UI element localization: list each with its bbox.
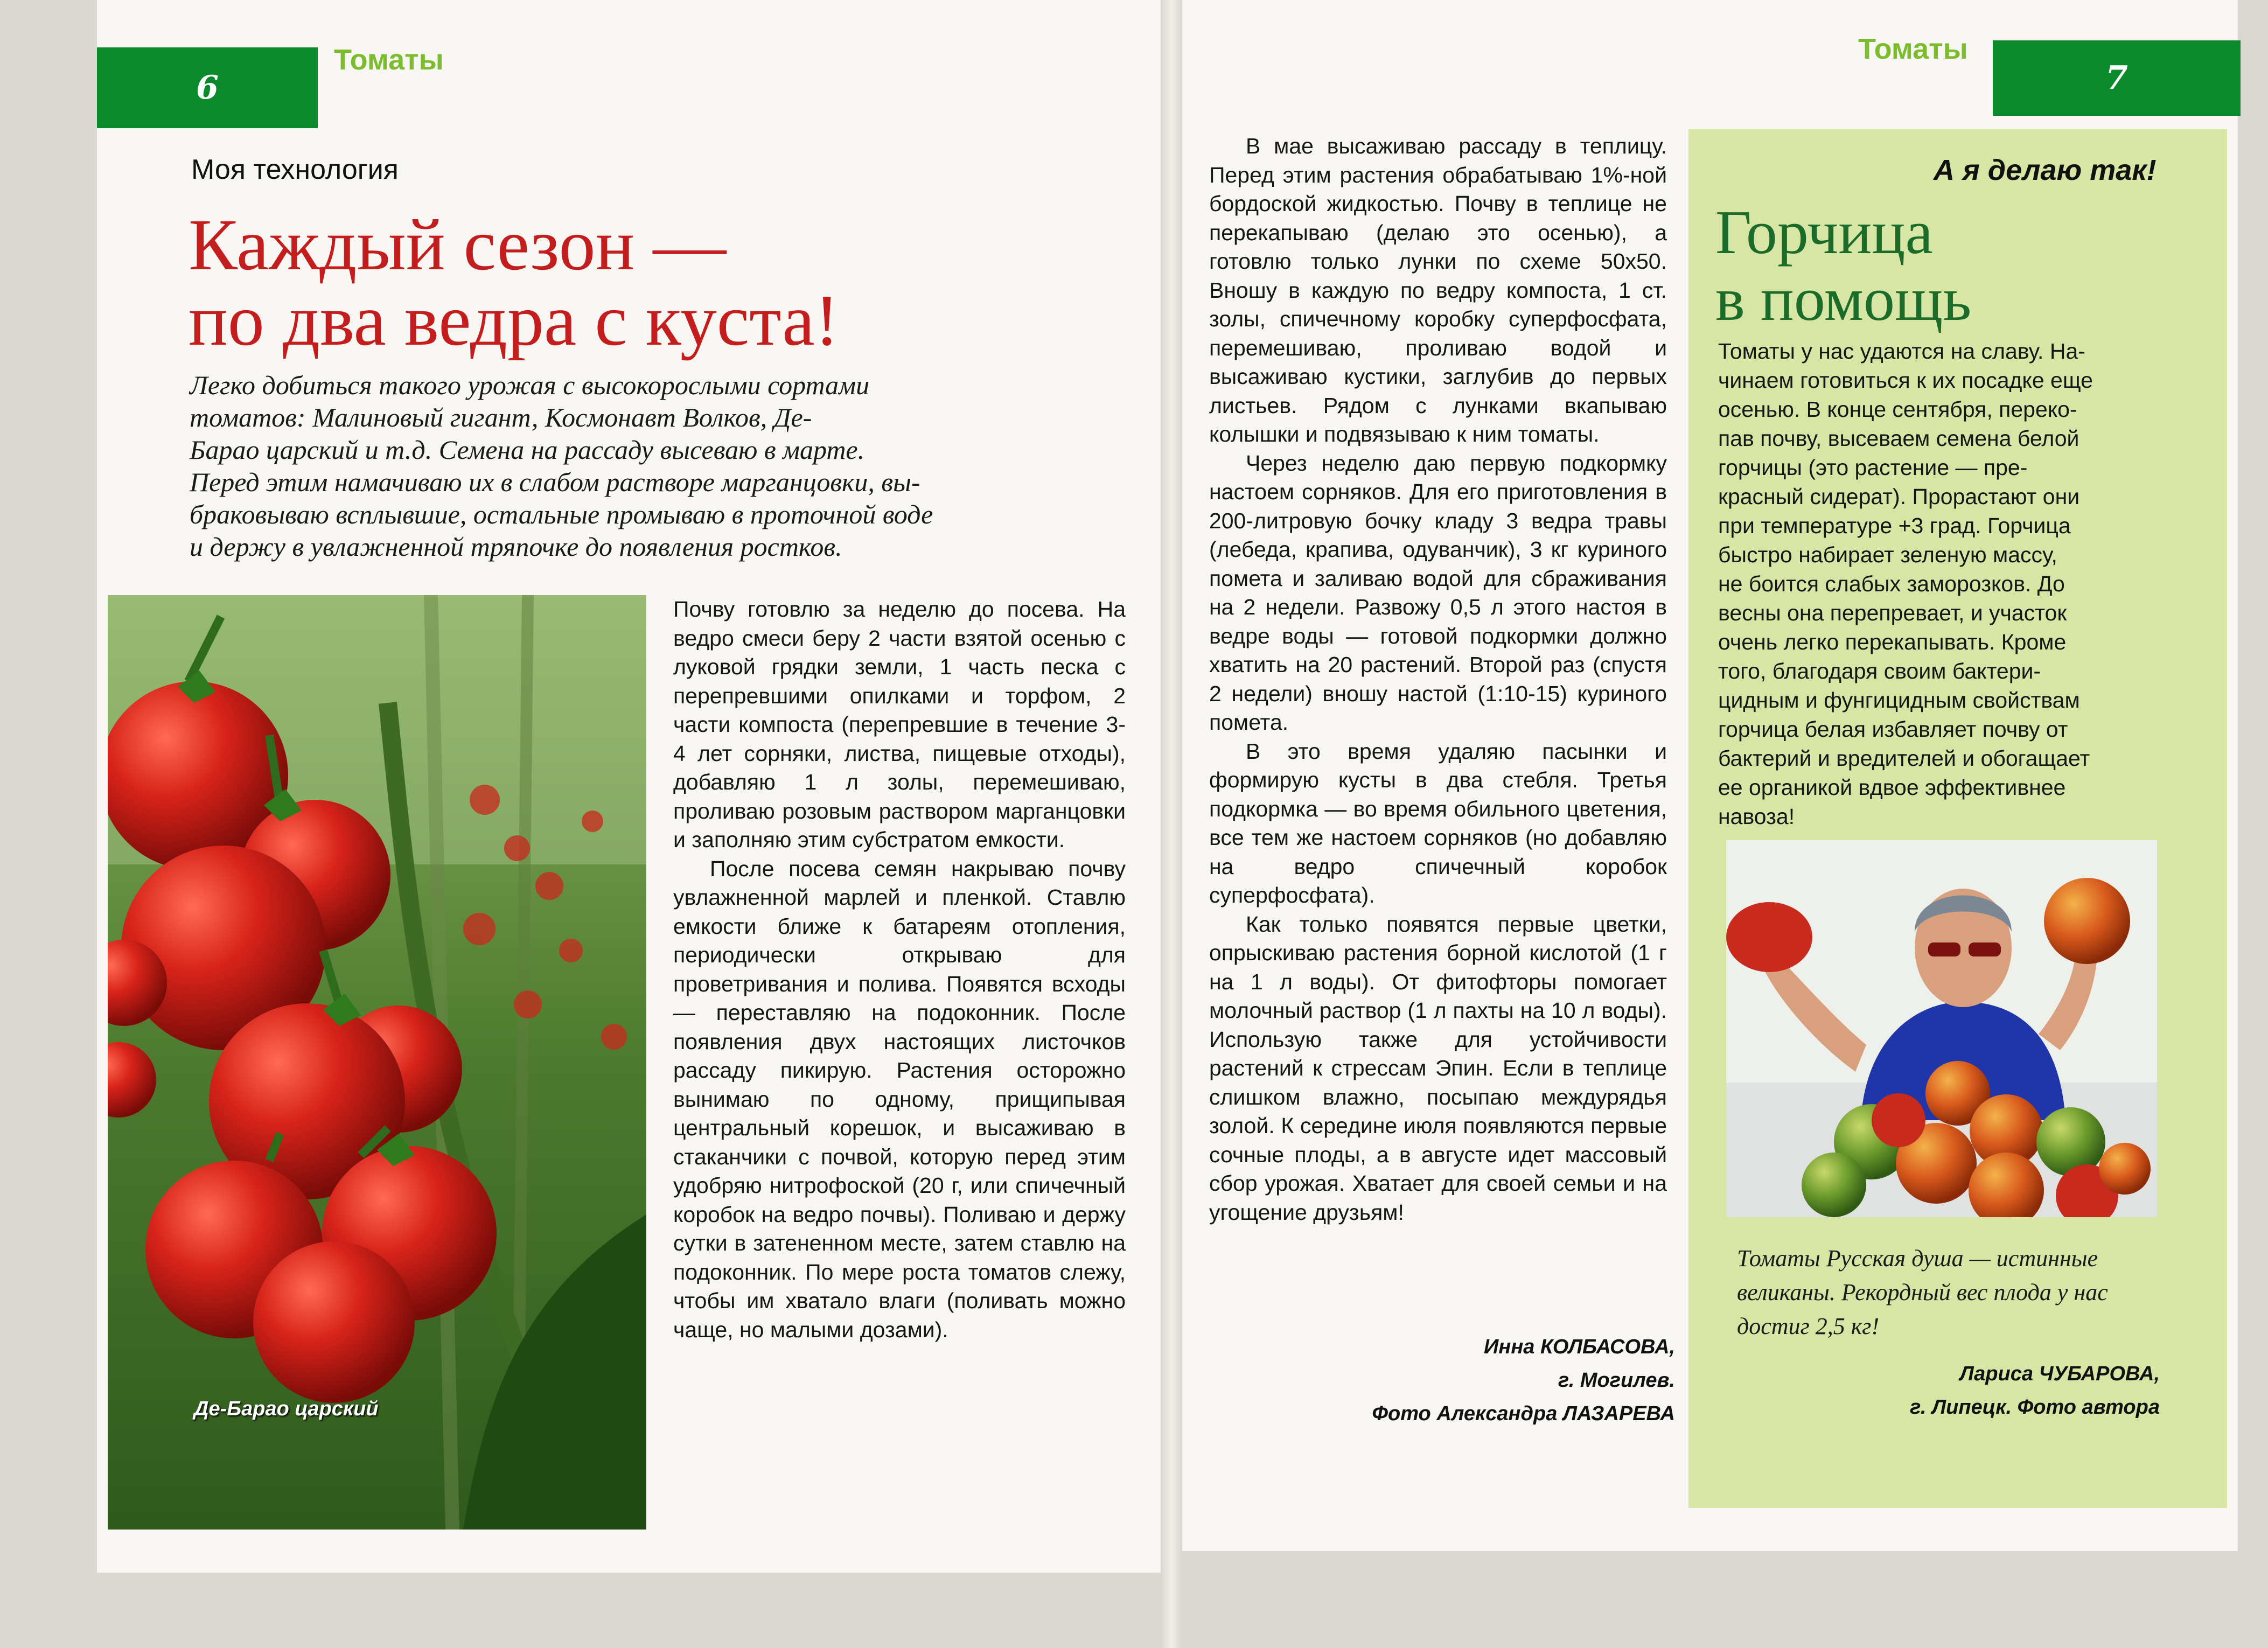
sidebar-title-line-1: Горчица xyxy=(1715,198,1933,267)
article-signature xyxy=(1346,1330,1675,1430)
sidebar-text-line: очень легко перекапывать. Кроме xyxy=(1718,630,2067,654)
sidebar-text-line: не боится слабых заморозков. До xyxy=(1718,571,2065,596)
lead-line: и держу в увлажненной тряпочке до появления ростков. xyxy=(190,532,842,562)
photo-credit: Фото Александра ЛАЗАРЕВА xyxy=(1372,1402,1675,1425)
article-kicker: Моя технология xyxy=(191,154,399,185)
sidebar-text-line: бактерий и вредителей и обогащает xyxy=(1718,746,2090,771)
page-number-left-label: 6 xyxy=(196,69,219,107)
gardener-photo-image xyxy=(1726,840,2157,1217)
gardener-photo xyxy=(1726,840,2157,1217)
section-label-left: Томаты xyxy=(334,44,444,76)
sidebar-text-line: быстро набирает зеленую массу, xyxy=(1718,542,2057,567)
lead-paragraph xyxy=(190,369,1138,563)
left-body-text xyxy=(673,595,1126,1344)
section-label-right: Томаты xyxy=(1858,33,1968,65)
caption-line: Томаты Русская душа — истинные xyxy=(1737,1245,2098,1272)
right-body-text xyxy=(1209,132,1667,1227)
sidebar-kicker: А я делаю так! xyxy=(1934,154,2157,186)
headline-line-2: по два ведра с куста! xyxy=(189,280,839,361)
lead-line: Легко добиться такого урожая с высокорослыми сортами xyxy=(190,370,870,400)
tomato-photo-image xyxy=(108,595,646,1530)
lead-line: браковываю всплывшие, остальные промываю в проточной воде xyxy=(190,499,933,529)
sidebar-text-line: при температуре +3 град. Горчица xyxy=(1718,513,2071,538)
sidebar-text-line: цидным и фунгицидным свойствам xyxy=(1718,688,2080,713)
sidebar-text-line: весны она перепревает, и участок xyxy=(1718,600,2067,625)
page-number-right-label: 7 xyxy=(2105,59,2128,97)
body-paragraph: Почву готовлю за неделю до посева. На ведро смеси беру 2 части взятой осенью с луковой грядки земли, 1 часть песка с перепревшими опилками и торфом, 2 части компоста (перепревшие в течение 3-4 лет сорняки, листва, пищевые отходы), добавляю 1 л золы, перемешиваю, проливаю розовым раствором марганцовки и заполняю этим субстратом емкости. xyxy=(673,597,1126,852)
page-number-left xyxy=(97,47,318,128)
sidebar-signature xyxy=(1831,1357,2160,1424)
sidebar-text-line: чинаем готовиться к их посадке еще xyxy=(1718,368,2093,393)
sidebar-author-city: г. Липецк. Фото автора xyxy=(1910,1396,2160,1419)
author-city: г. Могилев. xyxy=(1558,1369,1675,1392)
sidebar-text-line: красный сидерат). Прорастают они xyxy=(1718,484,2080,509)
sidebar-text-line: ее органикой вдвое эффективнее xyxy=(1718,775,2066,800)
book-spine xyxy=(1161,0,1182,1648)
sidebar-title xyxy=(1715,199,1971,333)
sidebar-title-line-2: в помощь xyxy=(1715,265,1972,334)
sidebar-text xyxy=(1718,337,2214,831)
body-paragraph: Как только появятся первые цветки, опрыскиваю растения борной кислотой (1 г на 1 л воды). От фитофторы помогает молочный раствор (1 л пахты на 10 л воды). Использую также для устойчивости растений к стрессам Эпин. Если в теплице слишком влажно, посыпаю междурядья золой. К середине июля появляются первые сочные плоды, а в августе идет массовый сбор урожая. Хватает для своей семьи и на угощение друзьям! xyxy=(1209,911,1667,1225)
sidebar-author-name: Лариса ЧУБАРОВА, xyxy=(1959,1363,2160,1385)
author-name: Инна КОЛБАСОВА, xyxy=(1484,1336,1675,1358)
body-paragraph: В это время удаляю пасынки и формирую кусты в два стебля. Третья подкормка — во время обильного цветения, все тем же настоем сорняков (но добавляю на ведро спичечный коробок суперфосфата). xyxy=(1209,738,1667,907)
body-paragraph: Через неделю даю первую подкормку настоем сорняков. Для его приготовления в 200-литровую бочку кладу 3 ведра травы (лебеда, крапива, одуванчик), 3 кг куриного помета и заливаю водой для сбраживания на 2 недели. Развожу 0,5 л этого настоя в ведре воды — готовой подкормки должно хватить на 20 растений. Второй раз (спустя 2 недели) вношу настой (1:10-15) куриного помета. xyxy=(1209,450,1667,735)
tomato-photo xyxy=(108,595,646,1530)
photo-caption-variety: Де-Барао царский xyxy=(194,1398,379,1420)
headline xyxy=(189,205,1104,361)
gardener-photo-caption xyxy=(1737,1241,2211,1343)
sidebar-text-line: навоза! xyxy=(1718,804,1795,829)
page-number-right xyxy=(1993,40,2241,116)
lead-line: Барао царский и т.д. Семена на рассаду высеваю в марте. xyxy=(190,435,865,465)
sidebar-text-line: Томаты у нас удаются на славу. На- xyxy=(1718,339,2085,364)
headline-line-1: Каждый сезон — xyxy=(189,205,727,285)
body-paragraph: В мае высаживаю рассаду в теплицу. Перед этим растения обрабатываю 1%-ной бордоской жидкостью. Почву в теплице не перекапываю (делаю это осенью), а готовлю только лунки по схеме 50х50. Вношу в каждую по ведру компоста, 1 ст. золы, спичечному коробку суперфосфата, перемешиваю, проливаю водой и высаживаю кустики, заглубив до первых листьев. Рядом с лунками вкапываю колышки и подвязываю к ним томаты. xyxy=(1209,134,1667,446)
sidebar-text-line: пав почву, высеваем семена белой xyxy=(1718,426,2079,451)
sidebar-text-line: того, благодаря своим бактери- xyxy=(1718,659,2041,683)
lead-line: Перед этим намачиваю их в слабом растворе марганцовки, вы- xyxy=(190,467,920,497)
caption-line: великаны. Рекордный вес плода у нас xyxy=(1737,1279,2108,1305)
sidebar-text-line: осенью. В конце сентября, переко- xyxy=(1718,397,2077,422)
sidebar-text-line: горчицы (это растение — пре- xyxy=(1718,455,2028,480)
lead-line: томатов: Малиновый гигант, Космонавт Волков, Де- xyxy=(190,402,812,432)
sidebar-text-line: горчица белая избавляет почву от xyxy=(1718,717,2068,742)
body-paragraph: После посева семян накрываю почву увлажненной марлей и пленкой. Ставлю емкости ближе к батареям отопления, периодически открываю для проветривания и полива. Появятся всходы — переставляю на подоконник. После появления двух настоящих листочков рассаду пикирую. Растения осторожно вынимаю по одному, прищипывая центральный корешок, и высаживаю в стаканчики с почвой, которую перед этим удобряю нитрофоской (20 г, или спичечный коробок на ведро почвы). Поливаю и держу сутки в затененном месте, затем ставлю на подоконник. По мере роста томатов слежу, чтобы им хватало влаги (поливать можно чаще, но малыми дозами). xyxy=(673,856,1126,1342)
caption-line: достиг 2,5 кг! xyxy=(1737,1313,1880,1339)
